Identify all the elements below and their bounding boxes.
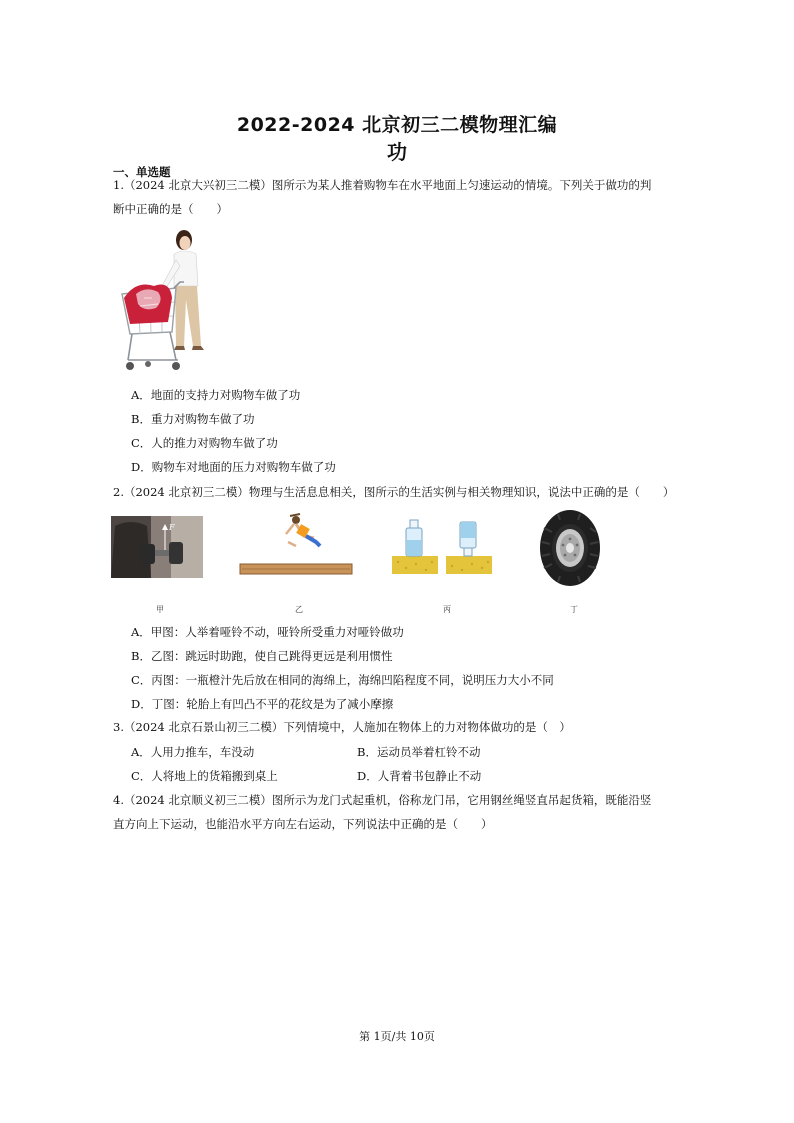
question-3-option-b: B．运动员举着杠铃不动 [357, 745, 481, 759]
question-2-option-a: A．甲图：人举着哑铃不动，哑铃所受重力对哑铃做功 [131, 625, 404, 639]
question-4-line-1: 4.（2024 北京顺义初三二模）图所示为龙门式起重机，俗称龙门吊，它用钢丝绳竖直吊起货箱，既能沿竖 [113, 793, 652, 807]
section-heading: 一、单选题 [113, 165, 171, 179]
question-1-option-c: C．人的推力对购物车做了功 [131, 436, 278, 450]
question-2-option-c: C．丙图：一瓶橙汁先后放在相同的海绵上，海绵凹陷程度不同，说明压力大小不同 [131, 673, 554, 687]
dumbbell-photo [111, 516, 203, 578]
caption-jia: 甲 [156, 605, 164, 614]
force-label: F [169, 523, 175, 532]
question-2-option-b: B．乙图：跳远时助跑，使自己跳得更远是利用惯性 [131, 649, 393, 663]
page-footer: 第 1页/共 10页 [359, 1030, 435, 1043]
caption-yi: 乙 [295, 605, 303, 614]
question-3-option-a: A．人用力推车，车没动 [131, 745, 255, 759]
question-1-line-2: 断中正确的是（ ） [113, 202, 228, 216]
question-1-option-b: B．重力对购物车做了功 [131, 412, 255, 426]
document-title: 2022-2024 北京初三二模物理汇编 [236, 114, 558, 136]
shopping-cart-figure [118, 228, 218, 376]
question-1-option-a: A．地面的支持力对购物车做了功 [131, 388, 301, 402]
question-3-line-1: 3.（2024 北京石景山初三二模）下列情境中，人施加在物体上的力对物体做功的是（ ） [113, 720, 571, 734]
caption-bing: 丙 [443, 605, 451, 614]
tire-figure [538, 508, 602, 588]
question-1-option-d: D．购物车对地面的压力对购物车做了功 [131, 460, 336, 474]
long-jump-figure [238, 512, 354, 578]
question-4-line-2: 直方向上下运动，也能沿水平方向左右运动，下列说法中正确的是（ ） [113, 817, 493, 831]
caption-ding: 丁 [570, 605, 578, 614]
document-subtitle: 功 [387, 140, 407, 164]
question-2-option-d: D．丁图：轮胎上有凹凸不平的花纹是为了减小摩擦 [131, 697, 394, 711]
question-3-option-d: D．人背着书包静止不动 [357, 769, 482, 783]
bottle-sponge-figure [392, 518, 494, 576]
question-3-option-c: C．人将地上的货箱搬到桌上 [131, 769, 278, 783]
question-2-line-1: 2.（2024 北京初三二模）物理与生活息息相关，图所示的生活实例与相关物理知识，说法中正确的是（ ） [113, 485, 675, 499]
question-1-line-1: 1.（2024 北京大兴初三二模）图所示为某人推着购物车在水平地面上匀速运动的情境。下列关于做功的判 [113, 178, 652, 192]
